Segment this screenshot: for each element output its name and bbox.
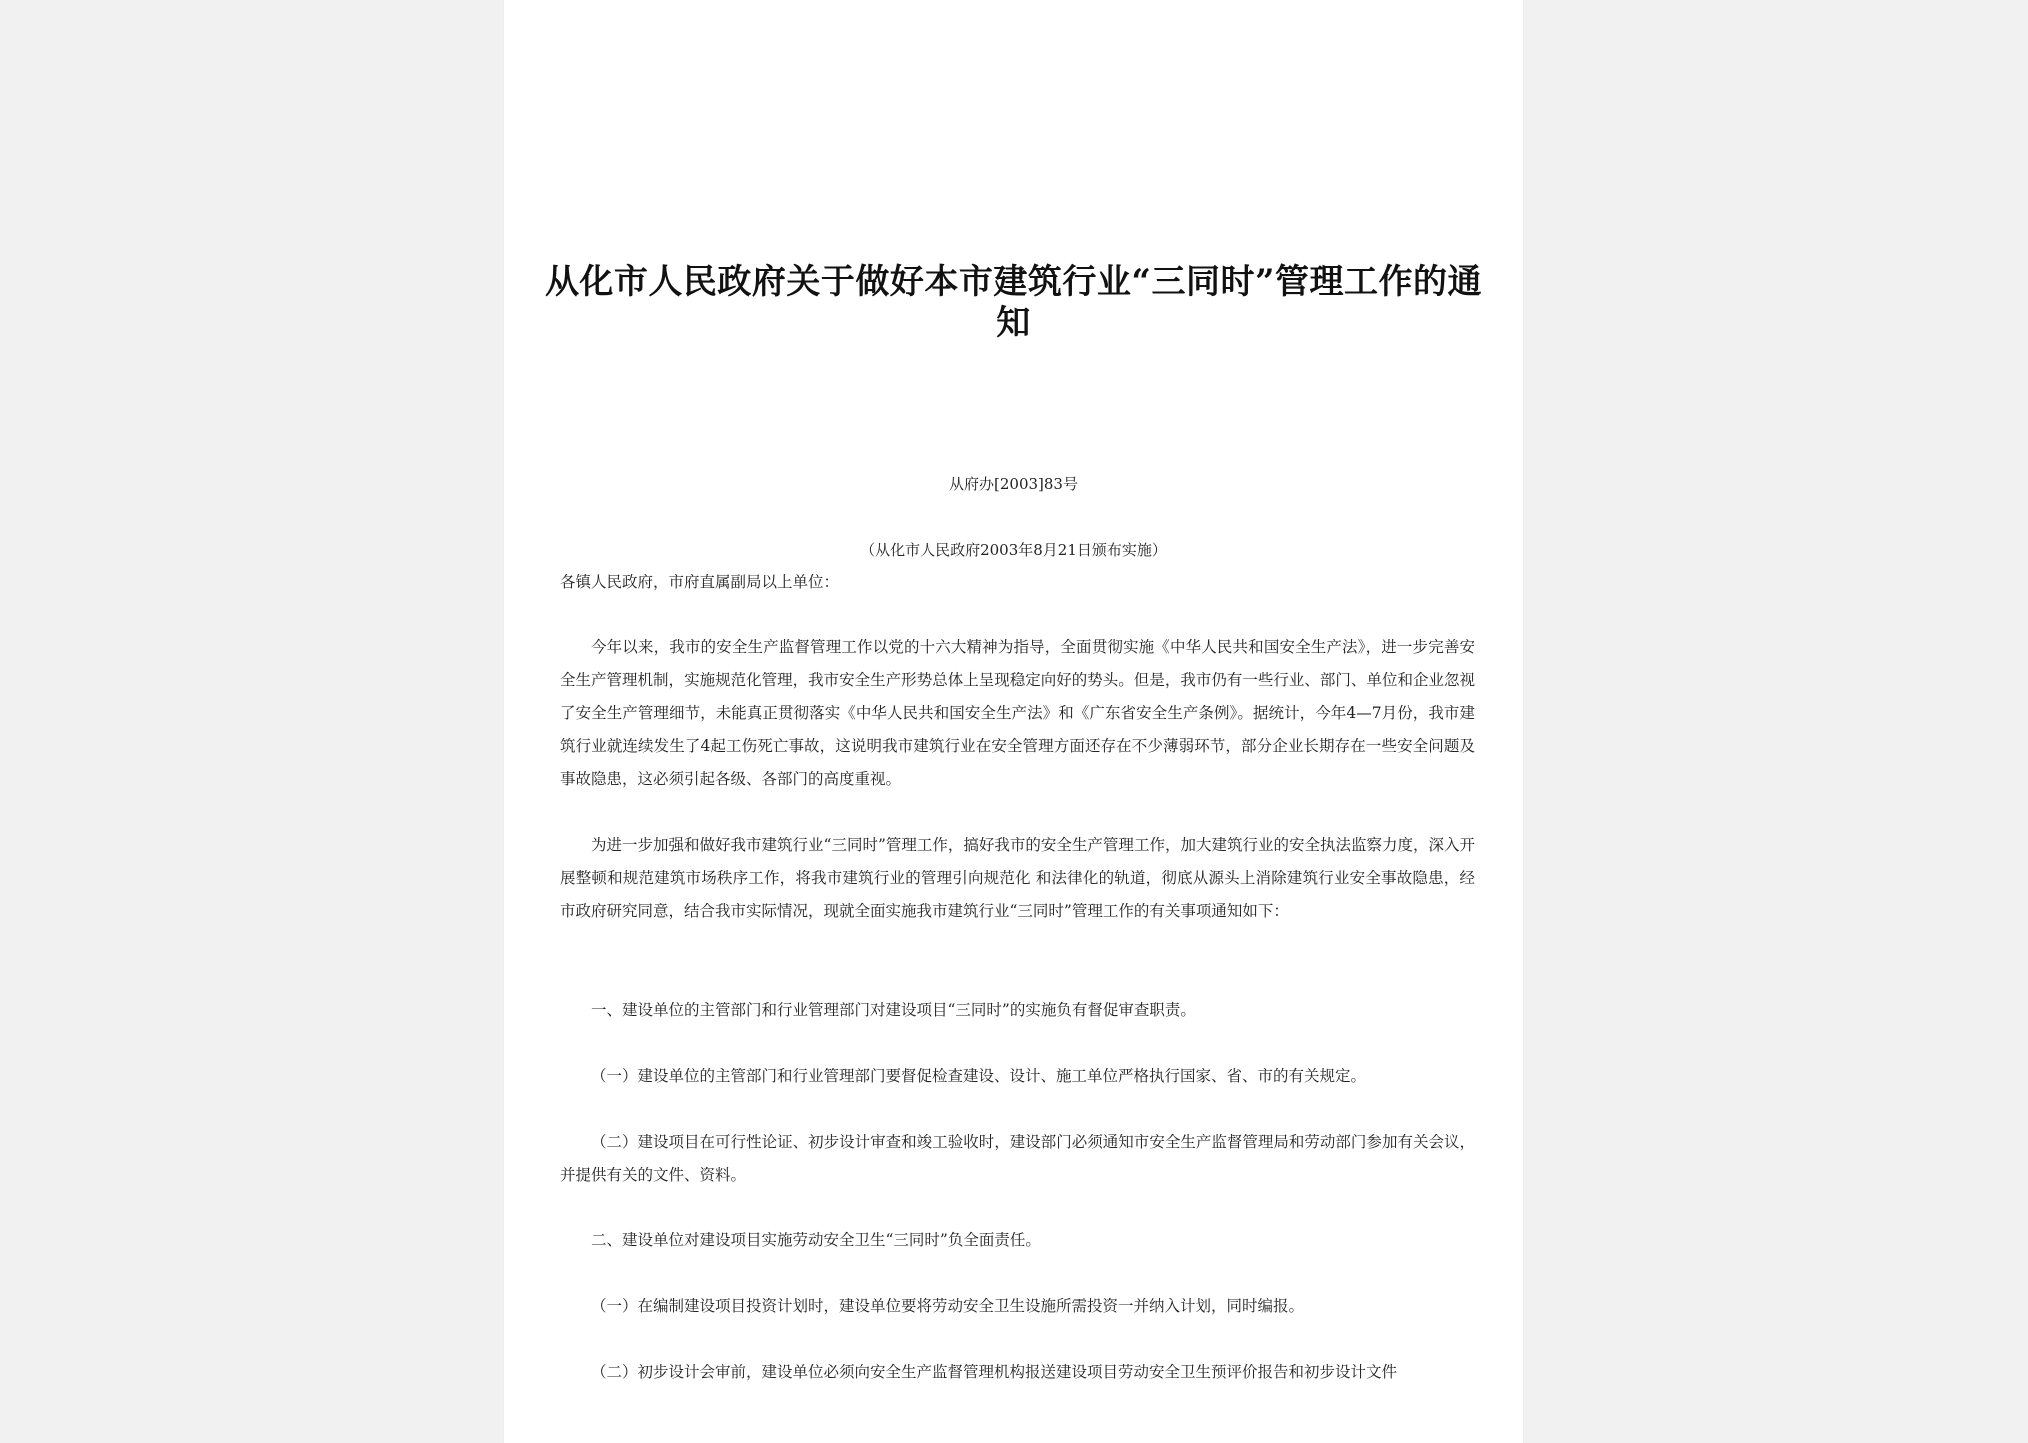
section-heading-1: 一、建设单位的主管部门和行业管理部门对建设项目“三同时”的实施负有督促审查职责。: [591, 1001, 1196, 1019]
issue-date-note: （从化市人民政府2003年8月21日颁布实施）: [860, 541, 1167, 559]
document-page: [504, 0, 1523, 1443]
paragraph-purpose: 为进一步加强和做好我市建筑行业“三同时”管理工作，搞好我市的安全生产管理工作，加大建筑行业的安全执法监察力度，深入开展整顿和规范建筑市场秩序工作，将我市建筑行业的管理引向规范化 和法律化的轨道，彻底从源头上消除建筑行业安全事故隐患，经市政府研究同意，结合我市实际情况，现就全面实施我市建筑行业“三同时”管理工作的有关事项通知如下：: [560, 836, 1475, 920]
clause-2-2: （二）初步设计会审前，建设单位必须向安全生产监督管理机构报送建设项目劳动安全卫生预评价报告和初步设计文件: [591, 1363, 1398, 1381]
clause-2-1: （一）在编制建设项目投资计划时，建设单位要将劳动安全卫生设施所需投资一并纳入计划，同时编报。: [591, 1297, 1305, 1315]
document-number: 从府办[2003]83号: [949, 475, 1078, 493]
paragraph-background: 今年以来，我市的安全生产监督管理工作以党的十六大精神为指导，全面贯彻实施《中华人民共和国安全生产法》，进一步完善安全生产管理机制，实施规范化管理，我市安全生产形势总体上呈现稳定向好的势头。但是，我市仍有一些行业、部门、单位和企业忽视了安全生产管理细节，未能真正贯彻落实《中华人民共和国安全生产法》和《广东省安全生产条例》。据统计，今年4—7月份，我市建筑行业就连续发生了4起工伤死亡事故，这说明我市建筑行业在安全管理方面还存在不少薄弱环节，部分企业长期存在一些安全问题及事故隐患，这必须引起各级、各部门的高度重视。: [560, 638, 1475, 788]
document-title: 从化市人民政府关于做好本市建筑行业“三同时”管理工作的通知: [544, 262, 1483, 343]
salutation: 各镇人民政府，市府直属副局以上单位：: [560, 573, 840, 591]
clause-1-2: （二）建设项目在可行性论证、初步设计审查和竣工验收时，建设部门必须通知市安全生产监督管理局和劳动部门参加有关会议，并提供有关的文件、资料。: [560, 1133, 1475, 1184]
section-heading-2: 二、建设单位对建设项目实施劳动安全卫生“三同时”负全面责任。: [591, 1231, 1041, 1249]
clause-1-1: （一）建设单位的主管部门和行业管理部门要督促检查建设、设计、施工单位严格执行国家、省、市的有关规定。: [591, 1067, 1367, 1085]
